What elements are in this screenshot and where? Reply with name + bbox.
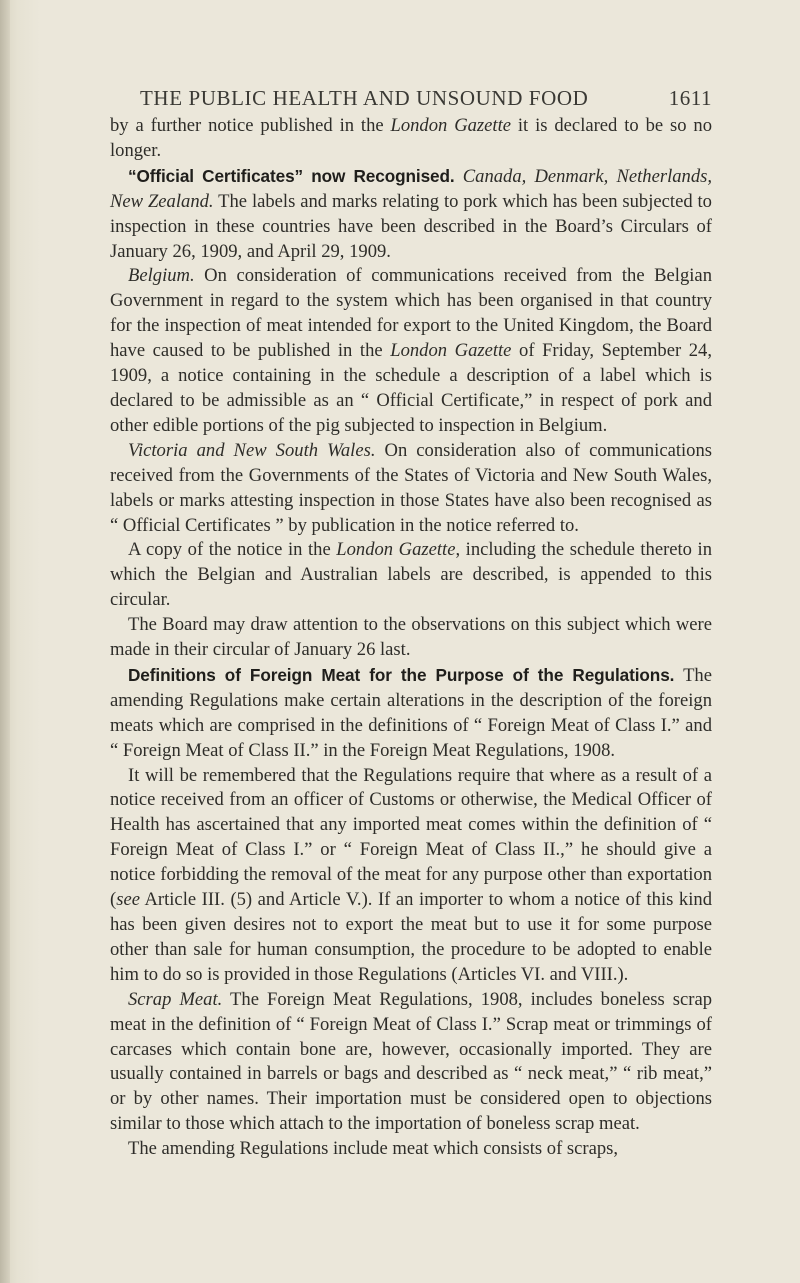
text-run: The amending Regulations make certain alterations in the description of the foreign meats which are comprised in the definitions of “ Foreign Meat of Class I.” and “ Foreign Meat of Class II.” in the Foreign Meat Regulations, 1908.: [110, 664, 712, 761]
text-run: [455, 166, 463, 187]
paragraph: [110, 114, 712, 164]
page-gutter-edge: [0, 0, 10, 1283]
paragraph: [110, 538, 712, 613]
section-heading: Definitions of Foreign Meat for the Purpose of the Regulations.: [128, 664, 675, 685]
paragraph: [110, 164, 712, 265]
text-run: The labels and marks relating to pork which has been subjected to inspection in these countries have been described in the Board’s Circulars of January 26, 1909, and April 29, 1909.: [110, 190, 712, 262]
italic-text: see: [116, 889, 140, 911]
paragraph: [110, 613, 712, 663]
italic-text: London Gazette: [336, 539, 456, 561]
section-heading: “Official Certificates” now Recognised.: [128, 165, 455, 186]
text-run: On consideration also of communications received from the Governments of the States of Victoria and New South Wales, labels or marks attesting inspection in those States have also been recognised as “ Official Certificates ” by publication in the notice referred to.: [110, 439, 712, 536]
running-title: THE PUBLIC HEALTH AND UNSOUND FOOD: [140, 86, 589, 110]
italic-text: London Gazette: [390, 340, 512, 362]
paragraph: [110, 264, 712, 438]
italic-text: Belgium.: [128, 265, 195, 287]
italic-text: London Gazette: [390, 115, 512, 136]
paragraph: [110, 439, 712, 539]
italic-text: Scrap Meat.: [128, 988, 223, 1010]
text-run: of Friday, September 24, 1909, a notice containing in the schedule a description of a label which is declared to be admissible as an “ Official Certificate,” in respect of pork and other edible portions of the pig subjected to inspection in Belgium.: [110, 340, 712, 436]
body-text: [110, 114, 712, 1162]
running-header: [140, 86, 712, 116]
text-run: by a further notice published in the: [110, 115, 391, 136]
text-run: The Board may draw attention to the observations on this subject which were made in their circular of January 26 last.: [110, 614, 712, 661]
text-run: It will be remembered that the Regulations require that where as a result of a notice received from an officer of Customs or otherwise, the Medical Officer of Health has ascertained that any imported meat comes within the definition of “ Foreign Meat of Class I.” or “ Foreign Meat of Class II.,” he should give a notice forbidding the removal of the meat for any purpose other than exportation (: [110, 764, 712, 911]
paragraph: [110, 663, 712, 764]
paragraph: [110, 988, 712, 1137]
paragraph: [110, 1137, 712, 1162]
paragraph: [110, 764, 712, 988]
text-run: The amending Regulations include meat which consists of scraps,: [128, 1138, 619, 1160]
text-run: , including the schedule thereto in which the Belgian and Australian labels are described, is appended to this circular.: [110, 539, 712, 611]
italic-text: Victoria and New South Wales.: [128, 439, 376, 461]
text-run: Article III. (5) and Article V.). If an importer to whom a notice of this kind has been given desires not to export the meat but to use it for some purpose other than sale for human consumption, the procedure to be adopted to enable him to do so is provided in those Regulations (Articles VI. and VIII.).: [110, 889, 712, 985]
italic-text: Canada, Denmark, Netherlands, New Zealand.: [110, 165, 713, 212]
text-run: The Foreign Meat Regulations, 1908, includes boneless scrap meat in the definition of “ Foreign Meat of Class I.” Scrap meat or trimmings of carcases which contain bone are, however, occasionally imported. They are usually contained in barrels or bags and described as “ neck meat,” “ rib meat,” or by other names. Their importation must be considered open to objections similar to those which attach to the importation of boneless scrap meat.: [110, 988, 712, 1135]
text-run: A copy of the notice in the: [128, 539, 337, 561]
page-number: 1611: [668, 86, 712, 110]
text-run: it is declared to be so no longer.: [110, 115, 713, 161]
text-run: On consideration of communications received from the Belgian Government in regard to the system which has been organised in that country for the inspection of meat intended for export to the United Kingdom, the Board have caused to be published in the: [110, 265, 712, 362]
